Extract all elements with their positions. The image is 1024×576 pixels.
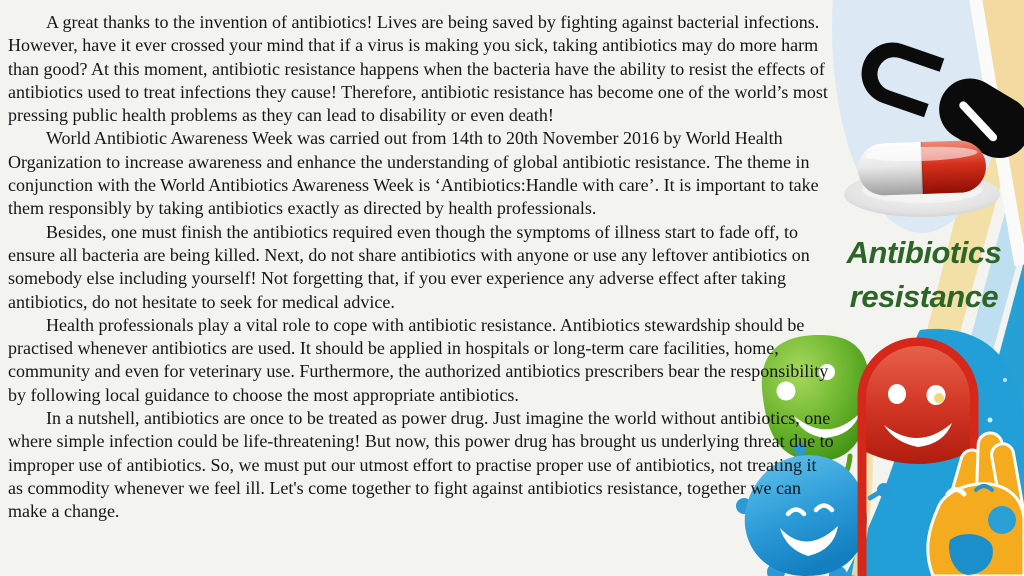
slide-title bbox=[824, 231, 1024, 319]
paragraph-5: In a nutshell, antibiotics are once to be treated as power drug. Just imagine the world without antibiotics, one where simple infection could be life-threatening! But now, this power drug has brought us underlying threat due to improper use of antibiotics. So, we must put our utmost effort to practise proper use of antibiotics, not treating it as commodity whenever we feel ill. Let's come together to fight against antibiotics resistance, together we can make a change. bbox=[8, 408, 834, 522]
paragraph-3: Besides, one must finish the antibiotics required even though the symptoms of illness start to fade off, to ensure all bacteria are being killed. Next, do not share antibiotics with anyone or use any leftover antibiotics on somebody else including yourself! Not forgetting that, if you ever experience any adverse effect after taking antibiotics, do not hesitate to seek for medical advice. bbox=[8, 221, 810, 312]
body-text bbox=[8, 11, 834, 524]
paragraph-4: Health professionals play a vital role to cope with antibiotic resistance. Antibiotics stewardship should be practised whenever antibiotics are used. It should be applied in hospitals or long-term care facilities, home, community and even for veterinary use. Furthermore, the authorized antibiotics prescribers bear the responsibility by following local guidance to choose the most appropriate antibiotics. bbox=[8, 314, 829, 405]
slide-title-line-2: resistance bbox=[849, 279, 999, 314]
paragraph-2: World Antibiotic Awareness Week was carried out from 14th to 20th November 2016 by World Health Organization to increase awareness and enhance the understanding of global antibiotic resistance. The theme in conjunction with the World Antibiotics Awareness Week is ‘Antibiotics:Handle with care’. It is important to take them responsibly by taking antibiotics exactly as directed by health professionals. bbox=[8, 128, 819, 219]
paragraph-1: A great thanks to the invention of antibiotics! Lives are being saved by fighting against bacterial infections. However, have it ever crossed your mind that if a virus is making you sick, taking antibiotics may do more harm than good? At this moment, antibiotic resistance happens when the bacteria have the ability to resist the effects of antibiotics used to treat infections they cause! Therefore, antibiotic resistance has become one of the world’s most pressing public health problems as they can lead to disability or even death! bbox=[8, 12, 828, 126]
red-white-capsule-icon bbox=[844, 140, 1000, 217]
slide-title-line-1: Antibiotics bbox=[846, 235, 1002, 270]
